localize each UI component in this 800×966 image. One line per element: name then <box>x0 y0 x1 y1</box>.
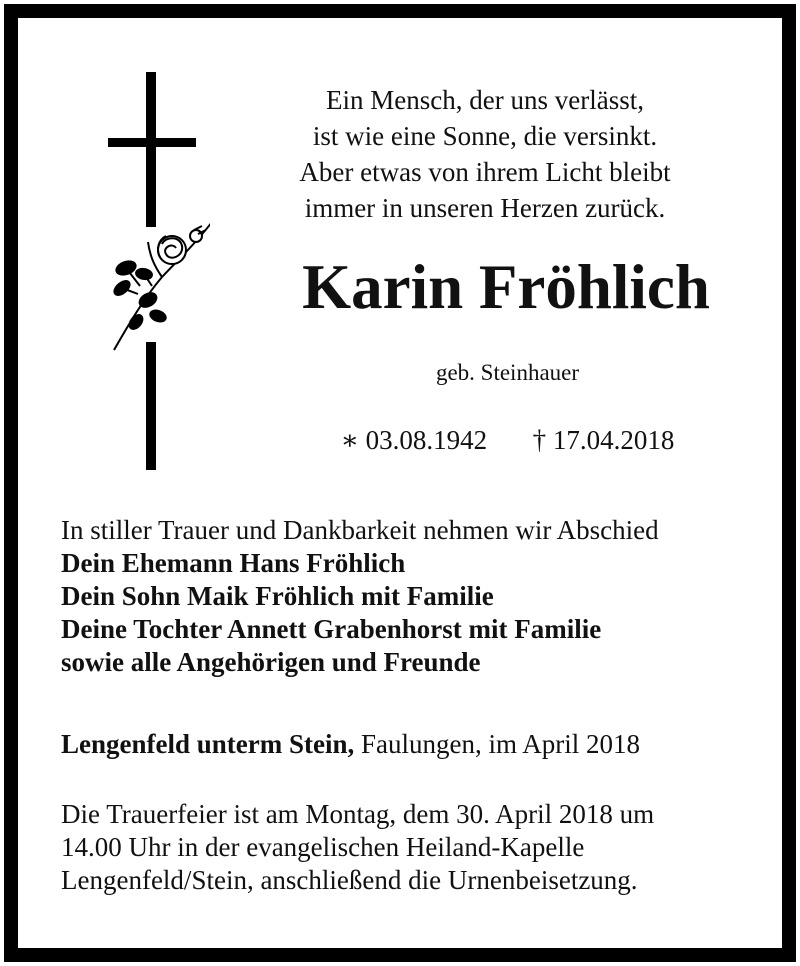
death-date: 17.04.2018 <box>552 425 675 455</box>
mourners-intro: In stiller Trauer und Dankbarkeit nehmen wir Abschied <box>61 515 659 545</box>
cross-icon <box>100 72 210 472</box>
maiden-name: geb. Steinhauer <box>435 360 580 385</box>
mourner-line: Deine Tochter Annett Grabenhorst mit Familie <box>61 614 602 644</box>
mourner-line: Dein Ehemann Hans Fröhlich <box>61 548 406 578</box>
birth-date: 03.08.1942 <box>365 425 488 455</box>
deceased-name: Karin Fröhlich <box>302 252 710 322</box>
place-bold: Lengenfeld unterm Stein, <box>61 729 355 759</box>
service-line: Die Trauerfeier ist am Montag, dem 30. April 2018 um <box>61 799 655 829</box>
death-symbol: † <box>532 425 547 455</box>
rose-icon <box>112 222 210 350</box>
place-date-line <box>61 728 761 761</box>
poem-line: ist wie eine Sonne, die versinkt. <box>312 121 658 151</box>
service-line: Lengenfeld/Stein, anschließend die Urnenbeisetzung. <box>61 865 638 895</box>
place-rest: Faulungen, im April 2018 <box>354 729 640 759</box>
birth-symbol: ∗ <box>340 425 359 455</box>
poem-line: immer in unseren Herzen zurück. <box>304 193 666 223</box>
life-dates <box>255 422 760 458</box>
poem-line: Aber etwas von ihrem Licht bleibt <box>299 157 671 187</box>
mourner-line: Dein Sohn Maik Fröhlich mit Familie <box>61 581 494 611</box>
service-line: 14.00 Uhr in der evangelischen Heiland-Kapelle <box>61 832 585 862</box>
mourners-block <box>61 514 761 679</box>
service-info <box>61 798 761 897</box>
poem <box>255 82 715 226</box>
mourner-line: sowie alle Angehörigen und Freunde <box>61 647 481 677</box>
poem-line: Ein Mensch, der uns verlässt, <box>326 85 644 115</box>
